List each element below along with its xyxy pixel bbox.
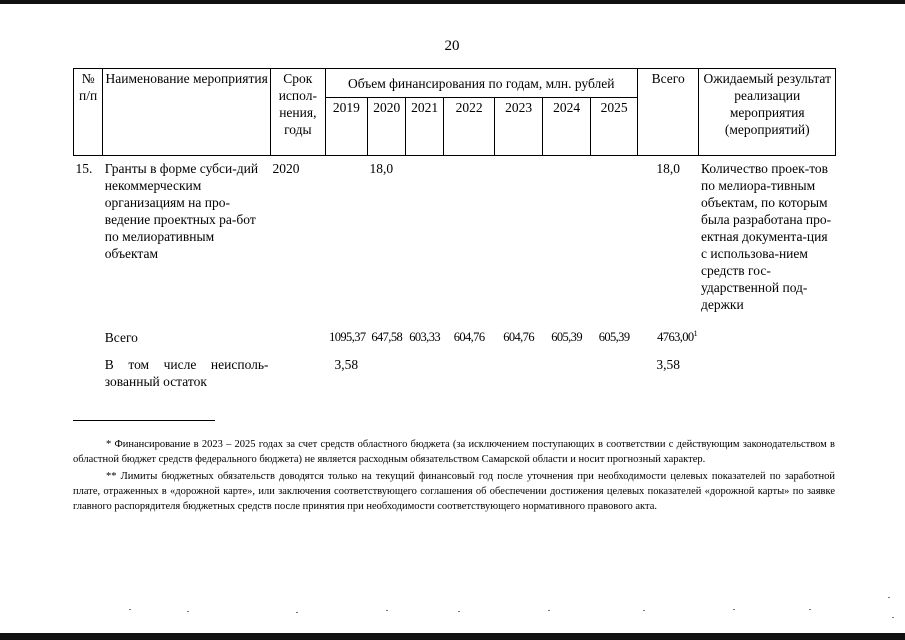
- table-row-15: [74, 156, 836, 328]
- row15-2020: 18,0: [369, 161, 394, 176]
- header-funding: Объем финансирования по годам, млн. рублей: [325, 69, 637, 98]
- header-year-2020: 2020: [368, 98, 406, 156]
- header-year-2025: 2025: [591, 98, 638, 156]
- row15-result: Количество проек-тов по мелиора-тивным объектам, по которым была разработана про-ектная документа-ция с использова-нием средств гос-ударственной под-держки: [700, 161, 832, 312]
- row15-name: Гранты в форме субси-дий некоммерческим организациям на про-ведение проектных ра-бот по мелиоративным объектам: [104, 161, 259, 261]
- total-footnote-mark: 1: [693, 328, 697, 338]
- row15-term: 2020: [272, 161, 300, 176]
- funding-table: [73, 68, 836, 391]
- header-number: № п/п: [74, 69, 103, 156]
- scan-border-bottom: [0, 633, 905, 640]
- header-result: Ожидаемый результат реализации мероприятия (мероприятий): [699, 69, 836, 156]
- total-2024: 605,39: [551, 329, 582, 344]
- total-row: [74, 328, 836, 350]
- total-row-label: Всего: [104, 329, 138, 345]
- header-year-2024: 2024: [542, 98, 591, 156]
- header-total: Всего: [637, 69, 699, 156]
- residual-row: [74, 350, 836, 391]
- residual-total: 3,58: [656, 356, 680, 372]
- residual-label: В том числе неисполь-зованный остаток: [104, 356, 269, 389]
- total-all-value: 4763,00: [657, 329, 694, 344]
- total-all-years: [637, 328, 699, 350]
- total-2023: 604,76: [503, 329, 534, 344]
- page-number: 20: [444, 38, 460, 54]
- footnote-1: * Финансирование в 2023 – 2025 годах за счет средств областного бюджета (за исключением поступающих в соответствии с действующим законодательством в областной бюджет средств федерального бюджета) не является расходным обязательством Самарской области и носит прогнозный характер.: [73, 439, 835, 465]
- footnote-2: ** Лимиты бюджетных обязательств доводятся только на текущий финансовый год после уточнения при необходимости целевых показателей по заработной плате, отраженных в «дорожной карте», или заключения соответствующего соглашения об обеспечении достижения целевых показателей «дорожной карты» по заявке главного распорядителя бюджетных средств после принятия при необходимости соответствующего нормативного правового акта.: [73, 471, 835, 512]
- header-name: Наименование мероприятия: [103, 69, 271, 156]
- footnotes: [73, 437, 835, 516]
- header-year-2023: 2023: [495, 98, 542, 156]
- header-year-2019: 2019: [325, 98, 367, 156]
- row15-number: 15.: [75, 161, 93, 176]
- residual-2019: 3,58: [334, 356, 359, 372]
- total-2019: 1095,37: [329, 329, 366, 344]
- row15-total: 18,0: [656, 161, 680, 176]
- footnote-separator: [73, 420, 215, 421]
- header-year-2021: 2021: [406, 98, 443, 156]
- header-year-2022: 2022: [443, 98, 495, 156]
- total-2021: 603,33: [409, 329, 441, 344]
- scan-border-top: [0, 0, 905, 4]
- row15-2019: [325, 156, 367, 328]
- header-term: Срок испол-нения, годы: [271, 69, 326, 156]
- total-2025: 605,39: [598, 329, 630, 344]
- total-2020: 647,58: [371, 329, 403, 344]
- total-2022: 604,76: [453, 329, 485, 344]
